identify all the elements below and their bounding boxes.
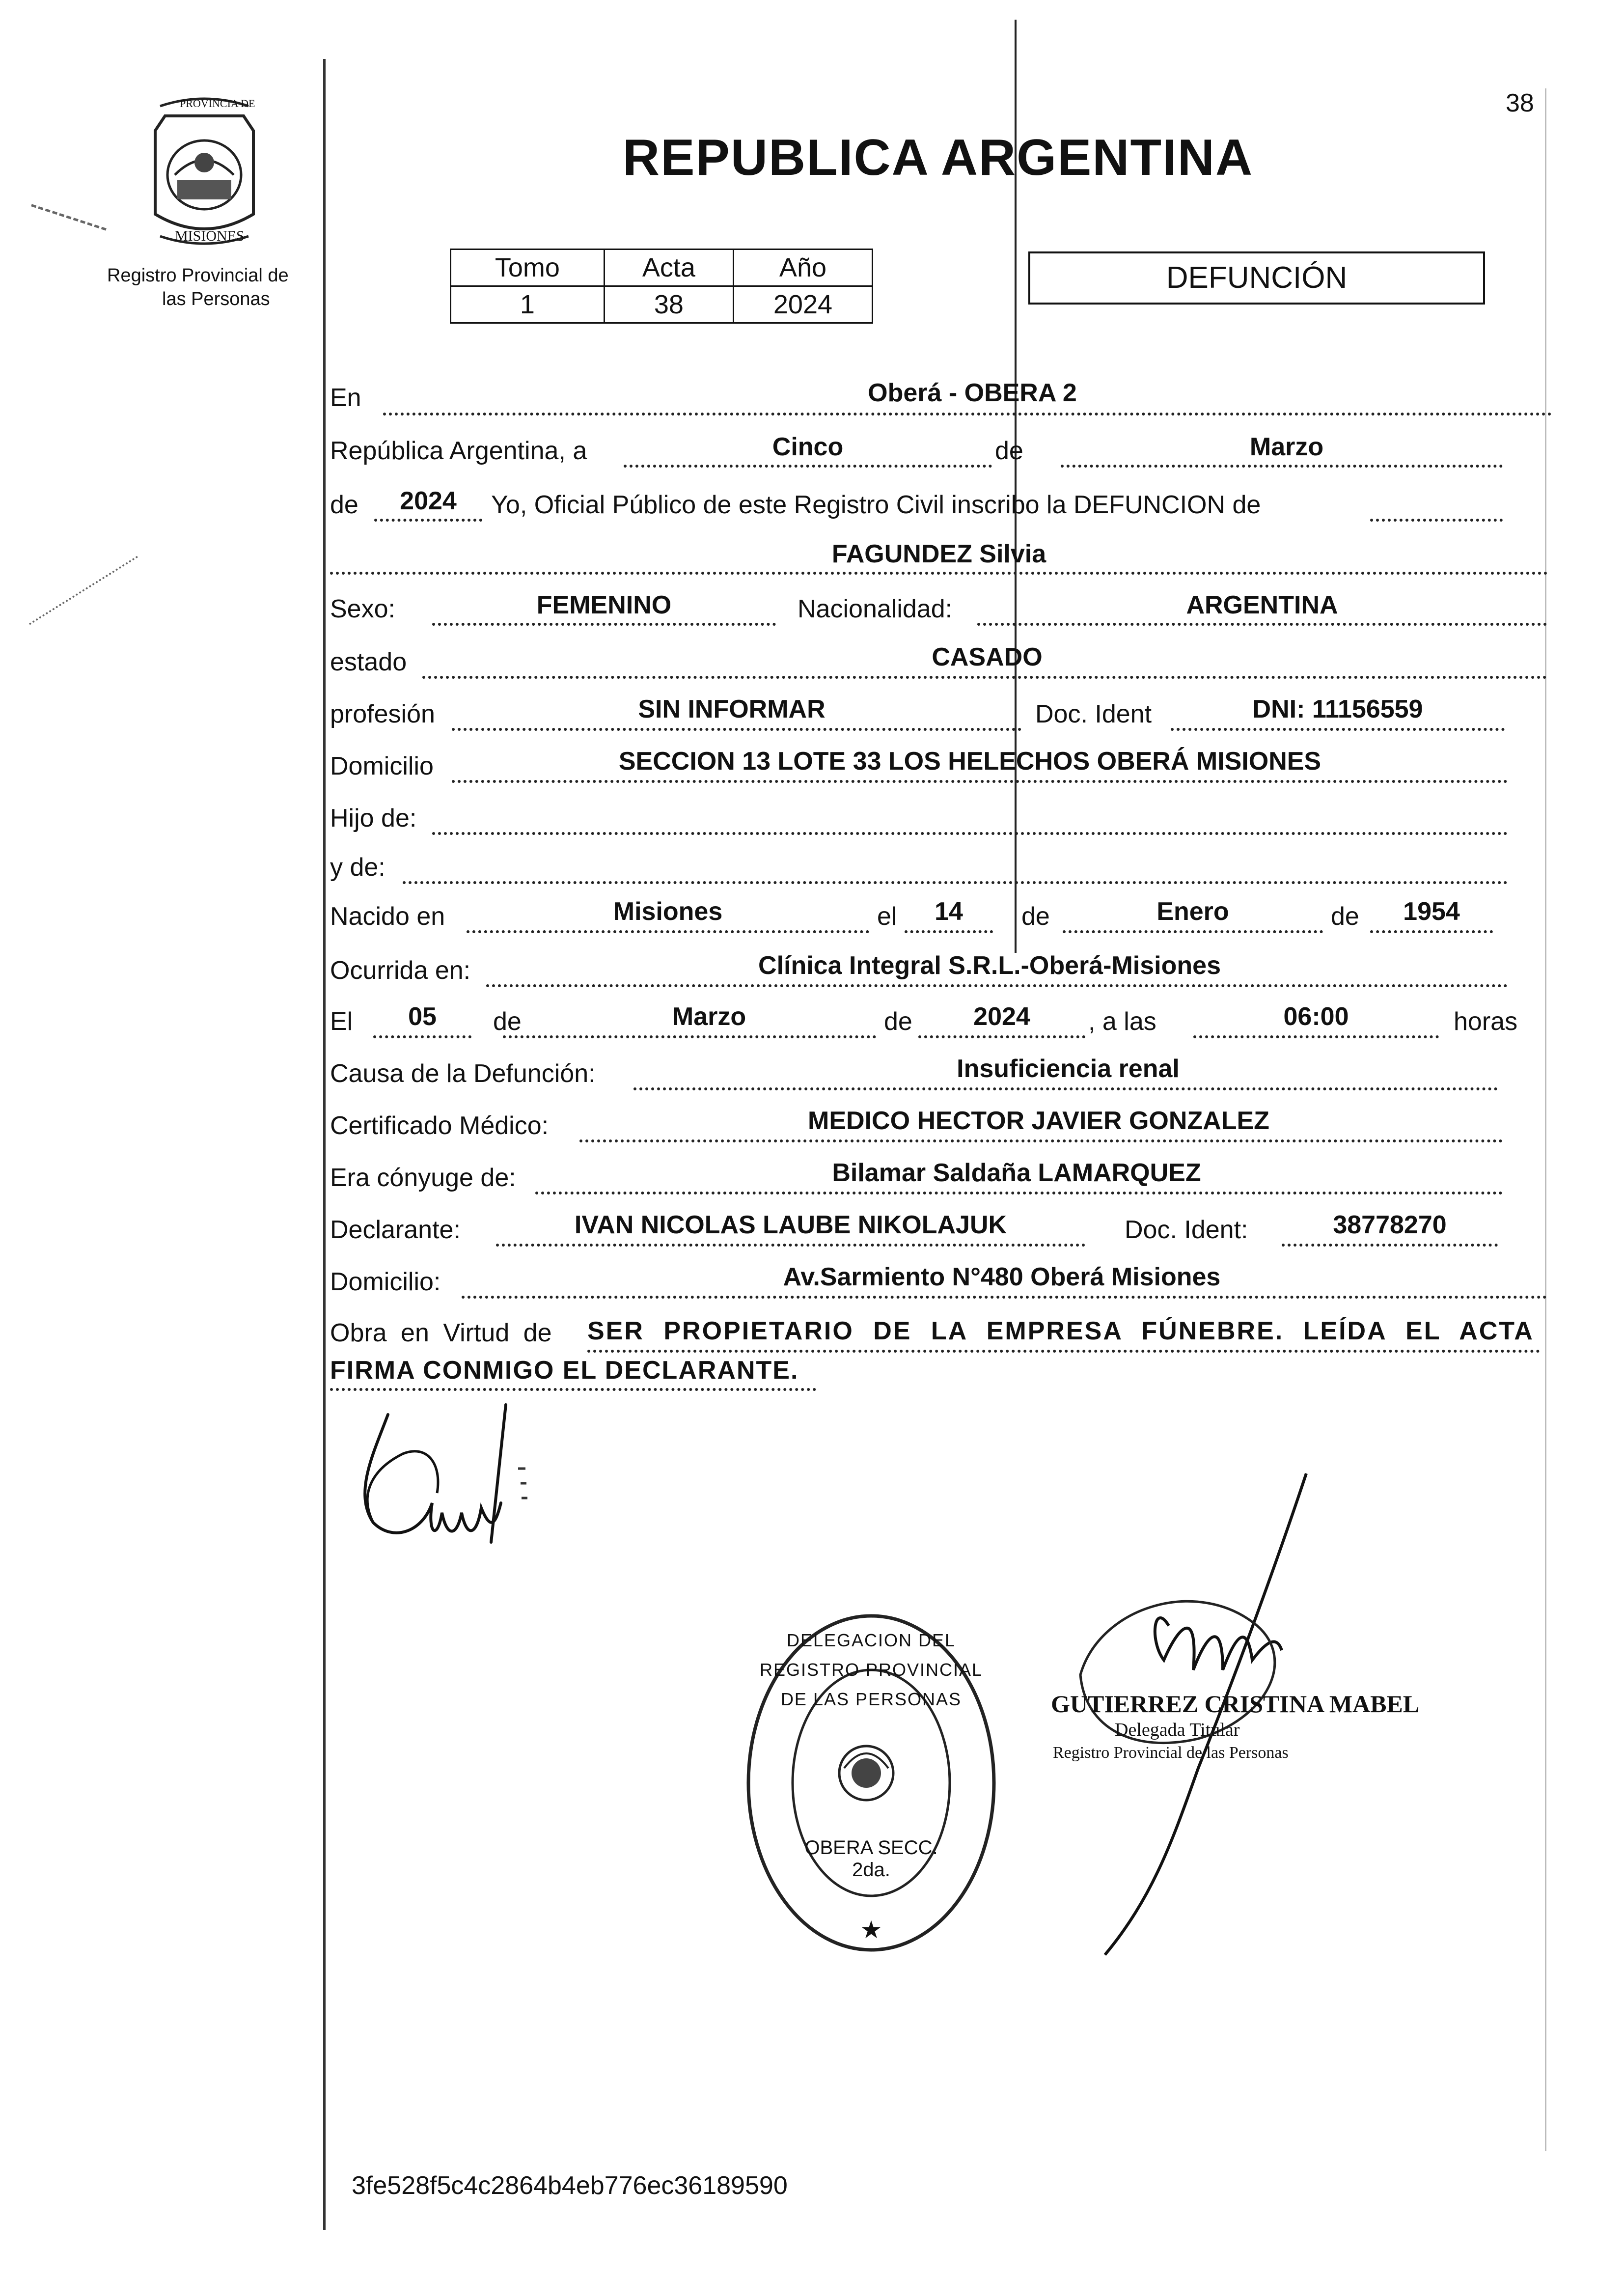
label-doc-ident-declarante: Doc. Ident: — [1125, 1216, 1248, 1244]
field-nombre: FAGUNDEZ Silvia — [831, 540, 1046, 568]
field-conyuge: Bilamar Saldaña LAMARQUEZ — [832, 1159, 1201, 1187]
label-doc-ident: Doc. Ident — [1035, 700, 1152, 728]
label-de: de — [884, 1007, 912, 1036]
official-name: GUTIERREZ CRISTINA MABEL — [1051, 1690, 1420, 1718]
field-domicilio: SECCION 13 LOTE 33 LOS HELECHOS OBERÁ MISIONES — [618, 747, 1321, 776]
label-ocurrida-en: Ocurrida en: — [330, 956, 471, 985]
field-lugar: Oberá - OBERA 2 — [868, 379, 1077, 407]
field-nacido-en: Misiones — [613, 897, 723, 926]
field-mes: Marzo — [1249, 433, 1324, 461]
record-table-cell: 1 — [451, 286, 605, 323]
dotted-line — [422, 676, 1547, 679]
record-table-header: Año — [733, 250, 872, 286]
dotted-line — [462, 1296, 1547, 1299]
scan-mark — [29, 555, 138, 625]
dotted-line — [1282, 1244, 1498, 1247]
field-sexo: FEMENINO — [536, 591, 672, 619]
dotted-line — [496, 1244, 1085, 1247]
record-table-cell: 2024 — [733, 286, 872, 323]
label-el-fecha: El — [330, 1007, 353, 1036]
label-conyuge: Era cónyuge de: — [330, 1164, 516, 1192]
field-doc-ident: DNI: 11156559 — [1252, 695, 1423, 723]
province-seal — [131, 96, 278, 253]
dotted-line — [432, 832, 1508, 835]
record-table-header-row — [451, 250, 873, 286]
label-de: de — [1331, 902, 1359, 931]
stamp-star: ★ — [860, 1916, 882, 1944]
field-dia-letras: Cinco — [772, 433, 844, 461]
dotted-line — [633, 1087, 1498, 1090]
dotted-line — [486, 984, 1508, 987]
field-fallec-anio: 2024 — [973, 1002, 1030, 1031]
label-republica-a: República Argentina, a — [330, 437, 587, 465]
record-table-cell: 38 — [604, 286, 733, 323]
document-hash: 3fe528f5c4c2864b4eb776ec36189590 — [352, 2171, 788, 2200]
label-declarante: Declarante: — [330, 1216, 461, 1244]
dotted-line — [905, 930, 993, 933]
dotted-line — [403, 881, 1508, 884]
label-a-las: , a las — [1088, 1007, 1156, 1036]
field-obra-line2: FIRMA CONMIGO EL DECLARANTE. — [330, 1356, 799, 1385]
dotted-line — [918, 1035, 1085, 1038]
label-nacionalidad: Nacionalidad: — [798, 595, 953, 623]
field-causa: Insuficiencia renal — [957, 1055, 1180, 1083]
field-declarante-doc: 38778270 — [1333, 1211, 1447, 1239]
label-de: de — [330, 491, 358, 519]
dotted-line — [1063, 930, 1323, 933]
record-table — [450, 249, 873, 324]
dotted-line — [503, 1035, 876, 1038]
field-nacido-anio: 1954 — [1403, 897, 1460, 926]
registry-name-line2: las Personas — [162, 289, 270, 309]
field-profesion: SIN INFORMAR — [638, 695, 826, 723]
act-type-box — [1028, 251, 1485, 305]
field-fallec-dia: 05 — [408, 1002, 437, 1031]
dotted-line — [432, 623, 776, 626]
dotted-line — [1193, 1035, 1439, 1038]
dotted-line — [452, 780, 1508, 783]
field-declarante-domicilio: Av.Sarmiento N°480 Oberá Misiones — [783, 1263, 1221, 1291]
dotted-line — [383, 413, 1552, 416]
act-type-label: DEFUNCIÓN — [1166, 261, 1348, 295]
record-table-header: Tomo — [451, 250, 605, 286]
stamp-inner-text: OBERA SECC. 2da. — [804, 1837, 938, 1881]
dotted-line — [330, 572, 1548, 575]
field-obra-line1: SER PROPIETARIO DE LA EMPRESA FÚNEBRE. LEÍDA EL ACTA — [587, 1317, 1534, 1345]
label-profesion: profesión — [330, 700, 435, 728]
registry-name-line1: Registro Provincial de — [107, 265, 289, 286]
field-certificado: MEDICO HECTOR JAVIER GONZALEZ — [808, 1107, 1269, 1135]
label-sexo: Sexo: — [330, 595, 395, 623]
official-title: Delegada Titular — [1115, 1720, 1240, 1740]
seal-text-bottom: MISIONES — [175, 228, 245, 244]
dotted-line — [467, 930, 869, 933]
label-de: de — [1021, 902, 1050, 931]
dotted-line — [977, 623, 1547, 626]
record-table-value-row — [451, 286, 873, 323]
label-estado: estado — [330, 648, 407, 676]
stamp-ring-text: DELEGACION DEL REGISTRO PROVINCIAL DE LAS PERSONAS — [759, 1630, 983, 1709]
country-title: REPUBLICA ARGENTINA — [623, 129, 1254, 186]
field-nacionalidad: ARGENTINA — [1186, 591, 1338, 619]
declarant-signature — [344, 1395, 540, 1572]
label-de: de — [995, 437, 1023, 465]
field-nacido-dia: 14 — [935, 897, 963, 926]
dotted-line — [1171, 728, 1505, 731]
label-obra-en-virtud: Obra en Virtud de — [330, 1319, 552, 1347]
label-hijo-de: Hijo de: — [330, 804, 417, 833]
dotted-line — [1061, 465, 1503, 468]
record-table-header: Acta — [604, 250, 733, 286]
field-fallec-hora: 06:00 — [1283, 1002, 1349, 1031]
label-causa: Causa de la Defunción: — [330, 1059, 596, 1088]
label-yo-oficial: Yo, Oficial Público de este Registro Civil inscribo la DEFUNCION de — [491, 491, 1261, 519]
dotted-line — [1370, 519, 1503, 522]
page-number: 38 — [1506, 89, 1534, 117]
seal-text-top: PROVINCIA DE — [180, 97, 255, 110]
official-signature — [1051, 1464, 1420, 1974]
dotted-line — [374, 519, 482, 522]
label-domicilio-declarante: Domicilio: — [330, 1268, 441, 1296]
field-fallec-mes: Marzo — [672, 1002, 746, 1031]
field-anio: 2024 — [400, 487, 457, 515]
field-estado: CASADO — [932, 643, 1043, 671]
dotted-line — [535, 1192, 1503, 1194]
dotted-line — [330, 1388, 816, 1391]
left-margin-line — [323, 59, 326, 2230]
dotted-line — [373, 1035, 471, 1038]
dotted-line — [624, 465, 992, 468]
field-nacido-mes: Enero — [1156, 897, 1229, 926]
label-certificado: Certificado Médico: — [330, 1111, 549, 1140]
dotted-line — [579, 1139, 1503, 1142]
dotted-line — [1370, 930, 1493, 933]
delegation-stamp — [739, 1606, 1004, 1960]
label-el: el — [877, 902, 897, 931]
label-en: En — [330, 384, 361, 412]
label-nacido-en: Nacido en — [330, 902, 445, 931]
dotted-line — [452, 728, 1021, 731]
dotted-line — [587, 1350, 1540, 1353]
scan-mark — [31, 204, 107, 230]
label-horas: horas — [1454, 1007, 1518, 1036]
field-ocurrida-en: Clínica Integral S.R.L.-Oberá-Misiones — [758, 951, 1221, 980]
label-domicilio: Domicilio — [330, 752, 434, 780]
official-org: Registro Provincial de las Personas — [1053, 1744, 1289, 1762]
field-declarante: IVAN NICOLAS LAUBE NIKOLAJUK — [574, 1211, 1007, 1239]
label-de: de — [493, 1007, 522, 1036]
label-y-de: y de: — [330, 853, 385, 882]
